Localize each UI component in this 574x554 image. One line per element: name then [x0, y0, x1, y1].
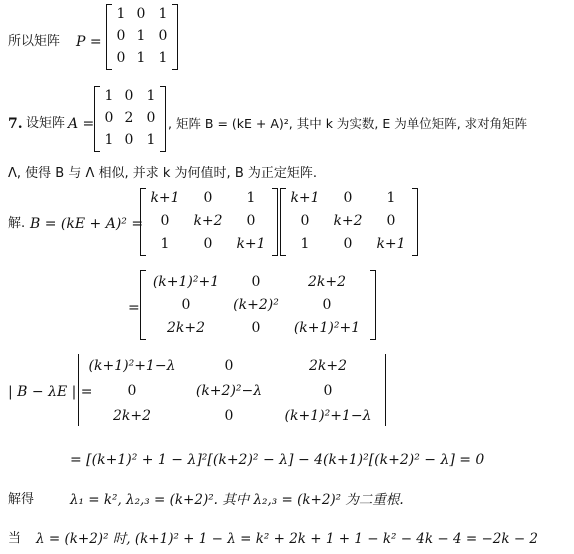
problem-number: 7.	[8, 116, 23, 132]
matrix-cell: 1	[104, 88, 114, 104]
matrix-cell: 1	[146, 132, 156, 148]
matrix-cell: k+1	[150, 190, 180, 206]
matrix-p	[106, 4, 178, 70]
matrix-cell: 1	[300, 236, 310, 252]
matrix-m2	[280, 188, 418, 256]
var-a: A =	[68, 116, 95, 132]
matrix-cell: 0	[343, 190, 353, 206]
matrix-cell: 0	[251, 320, 261, 336]
solve-label: 解得	[8, 492, 35, 507]
expanded-equation: = [(k+1)² + 1 − λ]²[(k+2)² − λ] − 4(k+1)²[(k+2)² − λ] = 0	[70, 452, 485, 468]
matrix-cell: 0	[181, 297, 191, 313]
matrix-cell: 1	[104, 132, 114, 148]
matrix-cell: 1	[246, 190, 256, 206]
matrix-cell: 0	[323, 383, 333, 399]
matrix-cell: 0	[322, 297, 332, 313]
matrix-cell: (k+2)²	[233, 297, 279, 313]
matrix-cell: 0	[127, 383, 137, 399]
matrix-cell: 2k+2	[166, 320, 206, 336]
bracket-left	[106, 4, 112, 70]
when-label: 当	[8, 531, 22, 546]
matrix-cell: k+1	[236, 236, 266, 252]
matrix-cell: 0	[203, 190, 213, 206]
matrix-cell: 2k+2	[112, 408, 152, 424]
matrix-a	[94, 86, 166, 152]
matrix-cell: 0	[246, 213, 256, 229]
solve-text: λ₁ = k², λ₂,₃ = (k+2)². 其中 λ₂,₃ = (k+2)² 为二重根.	[70, 492, 404, 508]
matrix-cell: k+1	[376, 236, 406, 252]
determinant-bar-right	[385, 354, 386, 426]
matrix-cell: 0	[251, 274, 261, 290]
matrix-cell: k+2	[193, 213, 223, 229]
matrix-cell: 1	[160, 236, 170, 252]
matrix-cell: 1	[136, 28, 146, 44]
matrix-cell: 0	[104, 110, 114, 126]
matrix-cell: (k+1)²+1	[152, 274, 220, 290]
matrix-cell: 0	[203, 236, 213, 252]
matrix-cell: (k+1)²+1	[293, 320, 361, 336]
determinant-label: | B − λE | =	[8, 384, 93, 400]
matrix-cell: 0	[300, 213, 310, 229]
problem-text-after: , 矩阵 B = (kE + A)², 其中 k 为实数, E 为单位矩阵, 求对角矩阵	[168, 116, 528, 131]
problem-line-2: Λ, 使得 B 与 Λ 相似, 并求 k 为何值时, B 为正定矩阵.	[8, 166, 318, 181]
matrix-cell: 1	[386, 190, 396, 206]
matrix-cell: 1	[136, 50, 146, 66]
matrix-m1	[140, 188, 278, 256]
matrix-cell: 0	[116, 28, 126, 44]
bracket-right	[172, 4, 178, 70]
intro-prefix: 所以矩阵	[8, 34, 61, 49]
matrix-cell: 1	[146, 88, 156, 104]
matrix-cell: 0	[386, 213, 396, 229]
bracket-left	[94, 86, 100, 152]
matrix-cell: 0	[343, 236, 353, 252]
matrix-cell: 1	[158, 50, 168, 66]
matrix-cell: 2k+2	[308, 358, 348, 374]
matrix-cell: 0	[136, 6, 146, 22]
matrix-cell: 0	[124, 88, 134, 104]
matrix-cell: 0	[224, 358, 234, 374]
matrix-cell: 0	[160, 213, 170, 229]
bracket-right	[272, 188, 278, 256]
matrix-cell: k+2	[333, 213, 363, 229]
matrix-cell: 0	[124, 132, 134, 148]
matrix-cell: 0	[116, 50, 126, 66]
when-text: λ = (k+2)² 时, (k+1)² + 1 − λ = k² + 2k + 1 + 1 − k² − 4k − 4 = −2k − 2	[36, 531, 539, 547]
bracket-right	[412, 188, 418, 256]
matrix-cell: 1	[158, 6, 168, 22]
bracket-right	[160, 86, 166, 152]
matrix-cell: 1	[116, 6, 126, 22]
matrix-cell: 0	[224, 408, 234, 424]
determinant-bar-left	[78, 354, 79, 426]
matrix-determinant	[78, 354, 386, 428]
matrix-cell: k+1	[290, 190, 320, 206]
matrix-cell: (k+1)²+1−λ	[88, 358, 176, 374]
equals-sign: =	[128, 300, 140, 316]
var-p: P =	[76, 34, 102, 50]
bracket-right	[370, 270, 376, 340]
matrix-b	[140, 270, 376, 340]
matrix-cell: (k+1)²+1−λ	[284, 408, 372, 424]
matrix-cell: 0	[146, 110, 156, 126]
matrix-cell: 2k+2	[307, 274, 347, 290]
solution-label: 解.	[8, 216, 26, 231]
matrix-cell: (k+2)²−λ	[195, 383, 263, 399]
matrix-cell: 2	[124, 110, 134, 126]
matrix-cell: 0	[158, 28, 168, 44]
problem-text-before: 设矩阵	[26, 116, 66, 131]
eq-b-definition: B = (kE + A)² =	[30, 216, 144, 232]
